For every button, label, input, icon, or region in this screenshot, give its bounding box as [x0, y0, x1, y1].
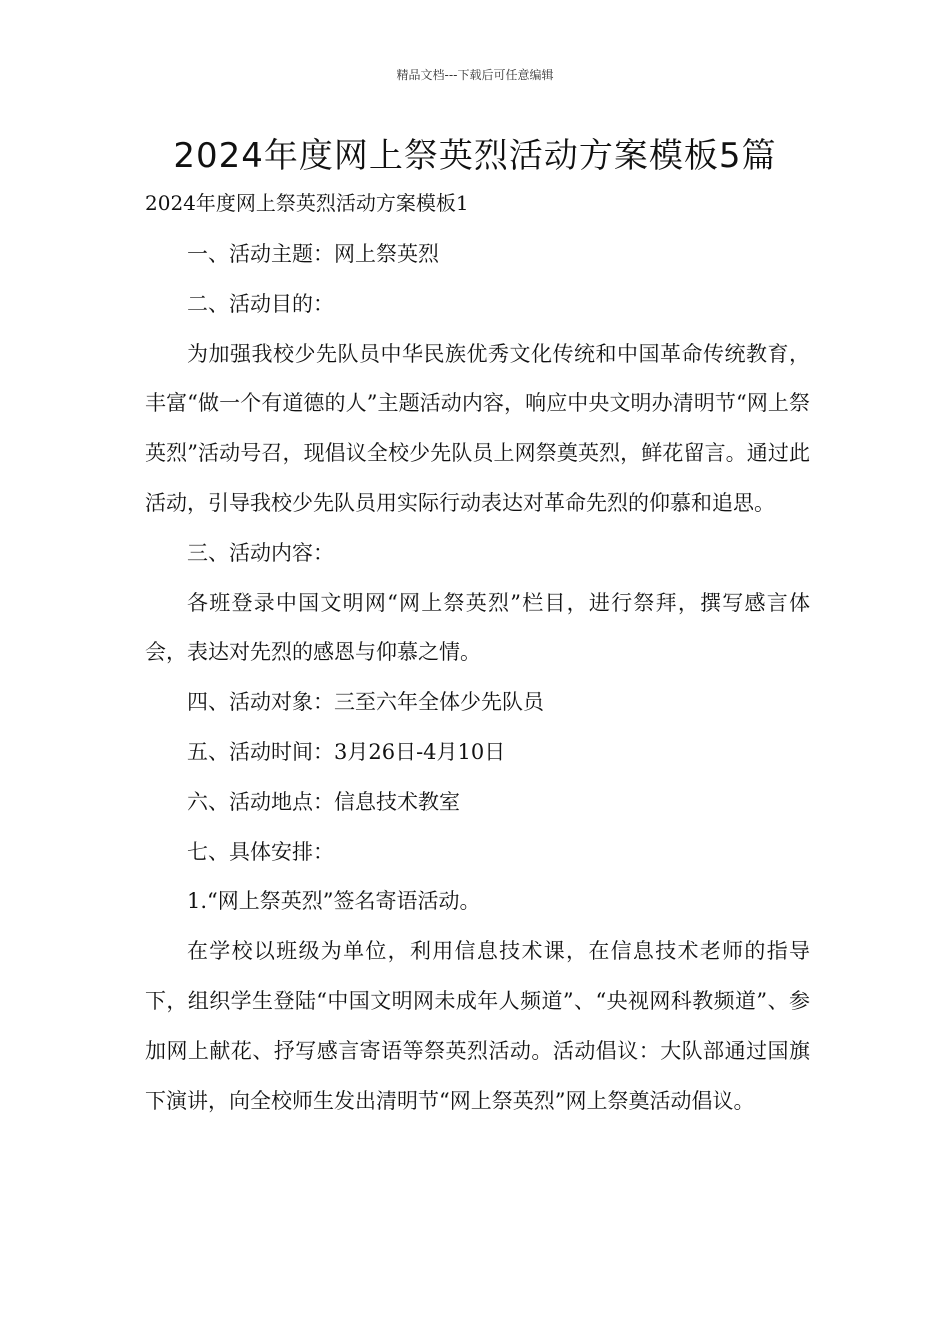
paragraph-time: 五、活动时间：3月26日-4月10日 — [187, 739, 506, 764]
document-title: 2024年度网上祭英烈活动方案模板5篇 — [173, 136, 777, 176]
paragraph-arrangement-heading: 七、具体安排： — [187, 839, 334, 864]
paragraph-content: 各班登录中国文明网“网上祭英烈”栏目，进行祭拜，撰写感言体会，表达对先烈的感恩与仰慕之情。 — [145, 590, 810, 665]
paragraph-arrangement-item-1: 1.“网上祭英烈”签名寄语活动。 — [187, 889, 481, 914]
paragraph-theme: 一、活动主题：网上祭英烈 — [187, 242, 439, 266]
paragraph-purpose-heading: 二、活动目的： — [187, 291, 334, 316]
document-body — [145, 230, 810, 1126]
paragraph-audience: 四、活动对象：三至六年全体少先队员 — [187, 690, 544, 715]
paragraph-arrangement-detail: 在学校以班级为单位，利用信息技术课，在信息技术老师的指导下，组织学生登陆“中国文明网未成年人频道”、“央视网科教频道”、参加网上献花、抒写感言寄语等祭英烈活动。活动倡议：大队部通过国旗下演讲，向全校师生发出清明节“网上祭英烈”网上祭奠活动倡议。 — [145, 939, 810, 1113]
section-subtitle: 2024年度网上祭英烈活动方案模板1 — [145, 191, 469, 215]
paragraph-location: 六、活动地点：信息技术教室 — [187, 789, 460, 814]
paragraph-purpose: 为加强我校少先队员中华民族优秀文化传统和中国革命传统教育，丰富“做一个有道德的人”主题活动内容，响应中央文明办清明节“网上祭英烈”活动号召，现倡议全校少先队员上网祭奠英烈，鲜花留言。通过此活动，引导我校少先队员用实际行动表达对革命先烈的仰慕和追思。 — [145, 341, 810, 515]
header-note: 精品文档---下载后可任意编辑 — [396, 68, 554, 82]
paragraph-content-heading: 三、活动内容： — [187, 540, 334, 565]
